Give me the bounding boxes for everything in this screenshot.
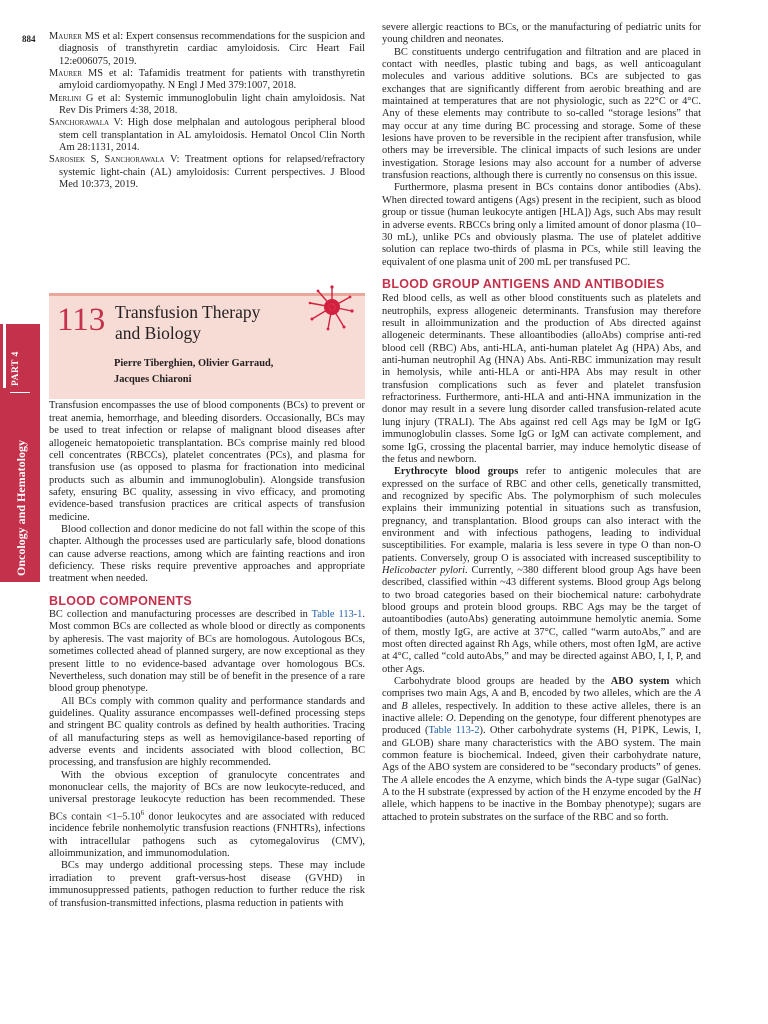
- authors-line: Pierre Tiberghien, Olivier Garraud,: [114, 358, 274, 369]
- page-number: 884: [22, 34, 36, 44]
- text-italic: O: [445, 713, 454, 725]
- body-paragraph: BC constituents undergo centrifugation and filtration and are placed in contact with needles, plastic tubing and bags, as well anticoagulant molecules and various additive solutions. BCs are subjected to gas exchanges that are significantly different from aerobic breathing and are maintained at temperatures that are not physiologic, such as 22°C or 4°C. Any of these elements may contribute to so-called “storage lesions” that may occur at any time during BC processing and storage. Some of these lesions have proven to be reversible in the recipient after transfusion, while others may be irreversible. The clinical impacts of such lesions are under investigation. Storage lesions may also account for a number of adverse transfusion reactions, although there is currently no consensus on this issue.: [382, 46, 701, 182]
- reference-author: Sanchorawala: [49, 117, 110, 129]
- intro-paragraph: Blood collection and donor medicine do not fall within the scope of this chapter. Although the processes used are particularly safe, blood donations can cause adverse reactions, among which are fainting reactions and iron deficiency. These risks require preventive approaches and appropriate treatment when needed.: [49, 523, 365, 585]
- text-italic: A: [694, 688, 701, 700]
- text-run: donor leukocytes and are associated with reduced incidence febrile nonhemolytic transfusion reactions (FNHTRs), infections with intracellular pathogens such as cytomegalovirus (CMV), alloimmunization, and immunomodulation.: [49, 811, 365, 860]
- chapter-number: 113: [57, 302, 106, 338]
- reference-text: MS et al: Expert consensus recommendations for the suspicion and diagnosis of transthyretin cardiac amyloidosis. Circ Heart Fail 12:e006075, 2019.: [59, 31, 366, 67]
- text-run: and: [382, 700, 402, 712]
- text-italic: H: [693, 787, 701, 799]
- section-heading-blood-components: BLOOD COMPONENTS: [49, 593, 192, 608]
- text-run: With the obvious exception of granulocyte concentrates and mononuclear cells, the majority of BCs are now leukocyte-reduced, and universal prestorage leukocyte reduction has been recommended. These BCs contain <1–5.10: [49, 769, 365, 823]
- chapter-authors: [114, 356, 273, 388]
- body-paragraph: All BCs comply with common quality and performance standards and guidelines. Quality assurance encompasses well-defined processing steps and stringent BC quality controls as defined by health authorities. Tracing of all manufacturing steps as well as hemovigilance-based reporting of adverse events and incidents associated with blood collection, BC processing, and transfusion are highly recommended.: [49, 695, 365, 769]
- intro-paragraph: Transfusion encompasses the use of blood components (BCs) to prevent or treat anemia, hemorrhage, and bleeding disorders. Occasionally, BCs may be used to treat infection or relapse of malignant blood diseases after allogeneic hematopoietic transplantation. BCs comprise mainly red blood cell concentrates (RBCCs), platelet concentrates (PCs), and plasma for transfusion use (as opposed to plasma for fractionation into medicinal products such as albumin and immunoglobulin). Alongside transfusion safety, ensuring BC quality, assessing in vivo efficacy, and promoting evidence-based transfusion practices are critical aspects of transfusion medicine.: [49, 400, 365, 523]
- reference-author: Maurer: [49, 31, 82, 42]
- reference-text: MS et al: Tafamidis treatment for patients with transthyretin amyloid cardiomyopathy. N Engl J Med 379:1007, 2018.: [59, 68, 365, 92]
- text-run: alleles, respectively. In addition to these active alleles, there is an inactive allele:: [382, 700, 701, 725]
- text-run: ). Other carbohydrate systems (H, P1PK, Lewis, I, and GLOB) share many characteristics with the ABO system. The main common feature is biochemical. Indeed, given their carbohydrate nature, Ags of the ABO system are considered to be “secondary products” of genes. The: [382, 725, 701, 786]
- body-paragraph: [49, 609, 365, 695]
- left-column: [49, 31, 365, 910]
- term-bold: ABO system: [610, 676, 670, 688]
- reference-item: [49, 117, 365, 154]
- body-paragraph: [49, 770, 365, 861]
- body-paragraph: BCs may undergo additional processing steps. These may include irradiation to prevent graft-versus-host disease (GVHD) in immunosuppressed patients, pathogen reduction to further reduce the risk of transfusion-transmitted infections, plasma reduction in patients with: [49, 860, 365, 909]
- text-run: . Most common BCs are collected as whole blood or directly as components by apheresis. The vast majority of BCs are homologous. Autologous BCs, sometimes collected ahead of planned surgery, are now exceptional as they present little to no evidence-based advantage over homologous BCs. Nevertheless, such donation may still be of benefit in the presence of a rare blood group phenotype.: [49, 609, 365, 695]
- text-run: . Depending on the genotype, four different phenotypes are produced (: [382, 713, 701, 737]
- chapter-title: [115, 302, 260, 344]
- text-italic: B: [401, 700, 408, 712]
- body-paragraph: [382, 466, 701, 676]
- chapter-title-line: Transfusion Therapy: [115, 302, 261, 322]
- table-reference-link[interactable]: Table 113-2: [428, 725, 480, 737]
- text-run: refer to antigenic molecules that are expressed on the surface of RBC and other cells, genetically transmitted, and recognized by specific Abs. The polymorphism of such molecules explains their immunizing potential in situations such as transfusion, pregnancy, and transplantation. Blood groups can also interact with the environment and with infectious pathogens, leading to individual susceptibilities. For example, malaria is less severe in type O than non-O patients. Conversely, group O is associated with increased susceptibility to: [382, 466, 702, 564]
- reference-text: V: Treatment options for relapsed/refractory systemic light-chain (AL) amyloidosis: Current perspectives. J Blood Med 10:373, 2019.: [59, 154, 365, 191]
- body-paragraph: severe allergic reactions to BCs, or the manufacturing of pediatric units for young children and neonates.: [382, 22, 701, 46]
- reference-author: Sarosiek S, Sanchorawala: [49, 154, 165, 166]
- side-tab-marker: [3, 324, 6, 388]
- chapter-title-line: and Biology: [115, 323, 202, 343]
- text-run: . Currently, ~380 different blood group Ags have been described, classified within ~43 different systems. Blood group Ags belong to two broad categories based on their biochemical nature: carbohydrate blood groups and protein blood groups. RBC Ags may be the target of autoantibodies (autoAbs) generating autoimmune hemolytic anemia. Some of them, mostly IgG, are active at 37°C, called “warm autoAbs,” and are most often directed against Rh Ags, while others, most often IgM, are active at 4°C, called “cold autoAbs,” and may be directed against ABO, I, I, P, and other Ags.: [382, 564, 701, 675]
- body-paragraph: [382, 676, 701, 824]
- term-bold: Erythrocyte blood groups: [394, 466, 519, 478]
- side-tab-section-label: Oncology and Hematology: [14, 439, 28, 576]
- reference-author: Merlini: [49, 92, 82, 104]
- reference-author: Maurer: [49, 68, 82, 80]
- body-paragraph: Furthermore, plasma present in BCs contains donor antibodies (Abs). When directed toward antigens (Ags) present in the recipient, such as blood group or tissue (human leukocyte antigen [HLA]) Ags, such Abs may result in adverse events. RBCCs bring only a limited amount of donor plasma (10–30 mL), unlike PCs and obviously plasma. The use of platelet additive solution can replace two-thirds of plasma in PCs, while still leaving the equivalent of one plasma unit of 200 mL per transfused PC.: [382, 182, 701, 268]
- blood-drop-splat-icon: [306, 283, 356, 333]
- table-reference-link[interactable]: Table 113-1: [311, 609, 363, 621]
- reference-list: [49, 31, 365, 191]
- side-tab-part-label: PART 4: [11, 351, 21, 386]
- side-tab-divider: [10, 392, 30, 393]
- superscript: 6: [140, 808, 145, 817]
- text-run: BC collection and manufacturing processes are described in: [49, 609, 312, 621]
- text-run: allele, which happens to be inactive in the Bombay phenotype); sugars are attached to protein substrates on the surface of the RBC and so forth.: [382, 799, 701, 823]
- body-paragraph: Red blood cells, as well as other blood constituents such as platelets and neutrophils, express allogeneic determinants. Transfusion may therefore result in alloimmunization and the production of Abs directed against allogeneic determinants. These alloantibodies (alloAbs) comprise anti-red blood cell (RBC) Abs, anti-HLA, anti-human platelet Ag (HPA) Abs, and anti-human neutrophil Ag (HNA) Abs. Anti-RBC immunization may result in hemolysis, while anti-HLA or anti-HPA Abs may result in other transfusion complications such as fever and platelet transfusion refractoriness. Furthermore, anti-HLA and anti-HNA immunization in the donor may result in a severe lung disorder called transfusion-related acute lung injury (TRALI). The Abs against red cell Ags may be IgM or IgG immunoglobulin classes. Some IgG or IgM can activate complement, and some IgG, crossing the placental barrier, may induce hemolytic disease of the fetus and newborn.: [382, 293, 701, 465]
- authors-line: Jacques Chiaroni: [114, 374, 192, 385]
- reference-item: [49, 93, 365, 118]
- text-run: allele encodes the A enzyme, which binds the A-type sugar (GalNac) A to the H substrate (expressed by action of the H enzyme encoded by the: [382, 774, 701, 799]
- text-italic: A: [401, 774, 408, 786]
- section-heading-blood-group-antigens: BLOOD GROUP ANTIGENS AND ANTIBODIES: [382, 276, 665, 291]
- reference-item: [49, 68, 365, 93]
- reference-item: [49, 31, 365, 68]
- reference-text: V: High dose melphalan and autologous peripheral blood stem cell transplantation in AL amyloidosis. Hematol Oncol Clin North Am 28:1131, 2014.: [59, 117, 365, 154]
- text-run: Carbohydrate blood groups are headed by the: [394, 676, 611, 688]
- right-column: [382, 22, 701, 824]
- text-italic: Helicobacter pylori: [382, 564, 466, 576]
- reference-item: [49, 154, 365, 191]
- text-run: which comprises two main Ags, A and B, encoded by two alleles, which are the: [382, 676, 701, 700]
- reference-text: G et al: Systemic immunoglobulin light chain amyloidosis. Nat Rev Dis Primers 4:38, 2018.: [59, 92, 365, 117]
